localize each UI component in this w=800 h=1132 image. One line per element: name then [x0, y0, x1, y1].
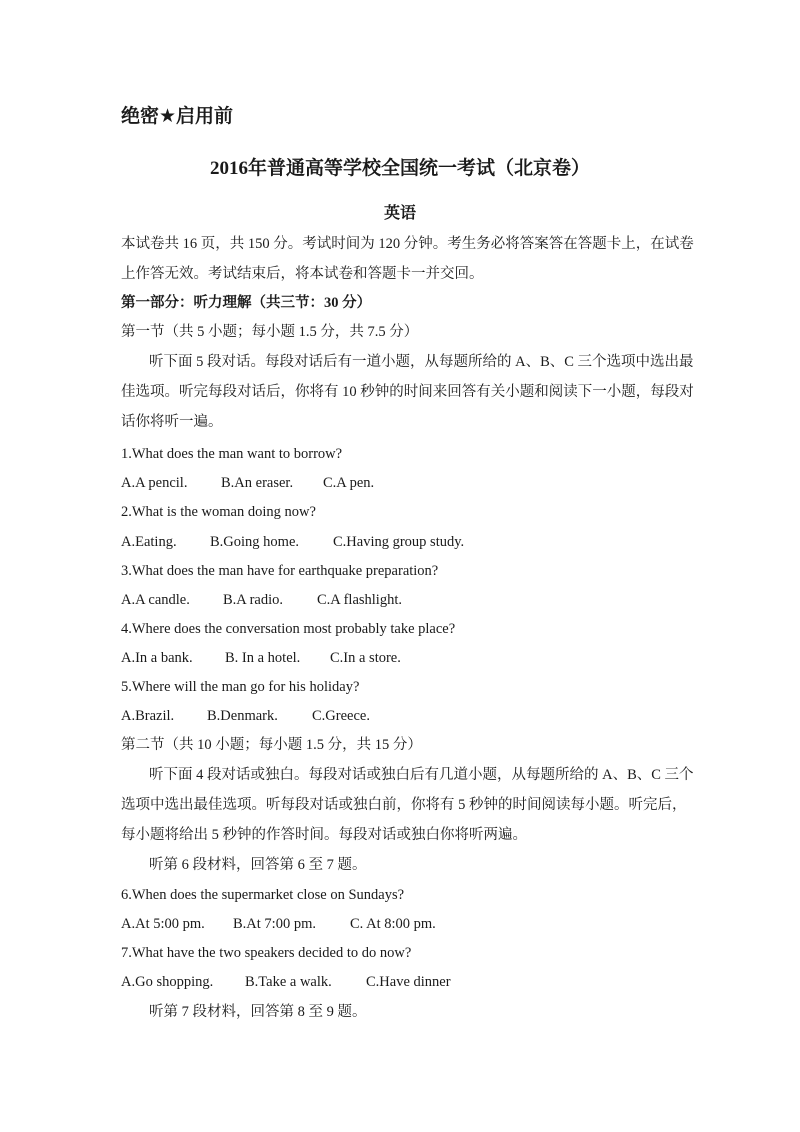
- option-c: C.A flashlight.: [317, 592, 402, 608]
- instruction-line: 每小题将给出 5 秒钟的作答时间。每段对话或独白你将听两遍。: [121, 827, 527, 843]
- option-c: C.Having group study.: [333, 534, 465, 550]
- option-a: A.Go shopping.: [121, 974, 214, 990]
- exam-title: 2016年普通高等学校全国统一考试（北京卷）: [209, 158, 590, 179]
- option-c: C.Greece.: [312, 708, 370, 724]
- answer-options: [121, 972, 451, 992]
- answer-options: [121, 914, 436, 934]
- option-a: A.Eating.: [121, 534, 177, 550]
- option-b: B.Take a walk.: [245, 974, 332, 990]
- option-b: B.An eraser.: [221, 475, 294, 491]
- option-a: A.In a bank.: [121, 650, 193, 666]
- intro-line: 本试卷共 16 页，共 150 分。考试时间为 120 分钟。考生务必将答案答在答题卡上，在试卷: [121, 236, 694, 252]
- option-b: B.At 7:00 pm.: [233, 916, 316, 932]
- instruction-line: 话你将听一遍。: [121, 414, 223, 430]
- instruction-line: 听下面 4 段对话或独白。每段对话或独白后有几道小题，从每题所给的 A、B、C 三个: [149, 767, 694, 783]
- question-text: 1.What does the man want to borrow?: [121, 446, 343, 462]
- question-text: 3.What does the man have for earthquake preparation?: [121, 563, 439, 579]
- question-text: 2.What is the woman doing now?: [121, 504, 316, 520]
- instruction-line: 选项中选出最佳选项。听每段对话或独白前，你将有 5 秒钟的时间阅读每小题。听完后，: [121, 797, 687, 813]
- section-title: 第一节（共 5 小题；每小题 1.5 分，共 7.5 分）: [121, 324, 419, 340]
- option-b: B.A radio.: [223, 592, 284, 608]
- instruction-line: 佳选项。听完每段对话后，你将有 10 秒钟的时间来回答有关小题和阅读下一小题，每段对: [121, 384, 694, 400]
- option-b: B.Going home.: [210, 534, 300, 550]
- intro-line: 上作答无效。考试结束后，将本试卷和答题卡一并交回。: [121, 266, 484, 282]
- option-a: A.A candle.: [121, 592, 190, 608]
- question-text: 4.Where does the conversation most probably take place?: [121, 621, 456, 637]
- subject-title: 英语: [383, 203, 416, 222]
- answer-options: [121, 473, 374, 493]
- section-title: 第二节（共 10 小题；每小题 1.5 分，共 15 分）: [121, 737, 422, 753]
- instruction-line: 听下面 5 段对话。每段对话后有一道小题，从每题所给的 A、B、C 三个选项中选出最: [149, 354, 694, 370]
- secret-mark: 绝密★启用前: [121, 105, 234, 127]
- option-b: B. In a hotel.: [225, 650, 301, 666]
- option-a: A.A pencil.: [121, 475, 188, 491]
- option-c: C. At 8:00 pm.: [350, 916, 436, 932]
- material-note: 听第 7 段材料，回答第 8 至 9 题。: [149, 1004, 367, 1020]
- answer-options: [121, 532, 464, 552]
- question-text: 5.Where will the man go for his holiday?: [121, 679, 360, 695]
- part-title: 第一部分：听力理解（共三节：30 分）: [121, 295, 372, 311]
- material-note: 听第 6 段材料，回答第 6 至 7 题。: [149, 857, 367, 873]
- option-c: C.Have dinner: [366, 974, 451, 990]
- option-b: B.Denmark.: [207, 708, 278, 724]
- answer-options: [121, 706, 370, 726]
- option-a: A.Brazil.: [121, 708, 175, 724]
- question-text: 7.What have the two speakers decided to do now?: [121, 945, 412, 961]
- option-c: C.A pen.: [323, 475, 375, 491]
- answer-options: [121, 648, 401, 668]
- option-c: C.In a store.: [330, 650, 401, 666]
- question-text: 6.When does the supermarket close on Sundays?: [121, 887, 405, 903]
- option-a: A.At 5:00 pm.: [121, 916, 205, 932]
- answer-options: [121, 590, 402, 610]
